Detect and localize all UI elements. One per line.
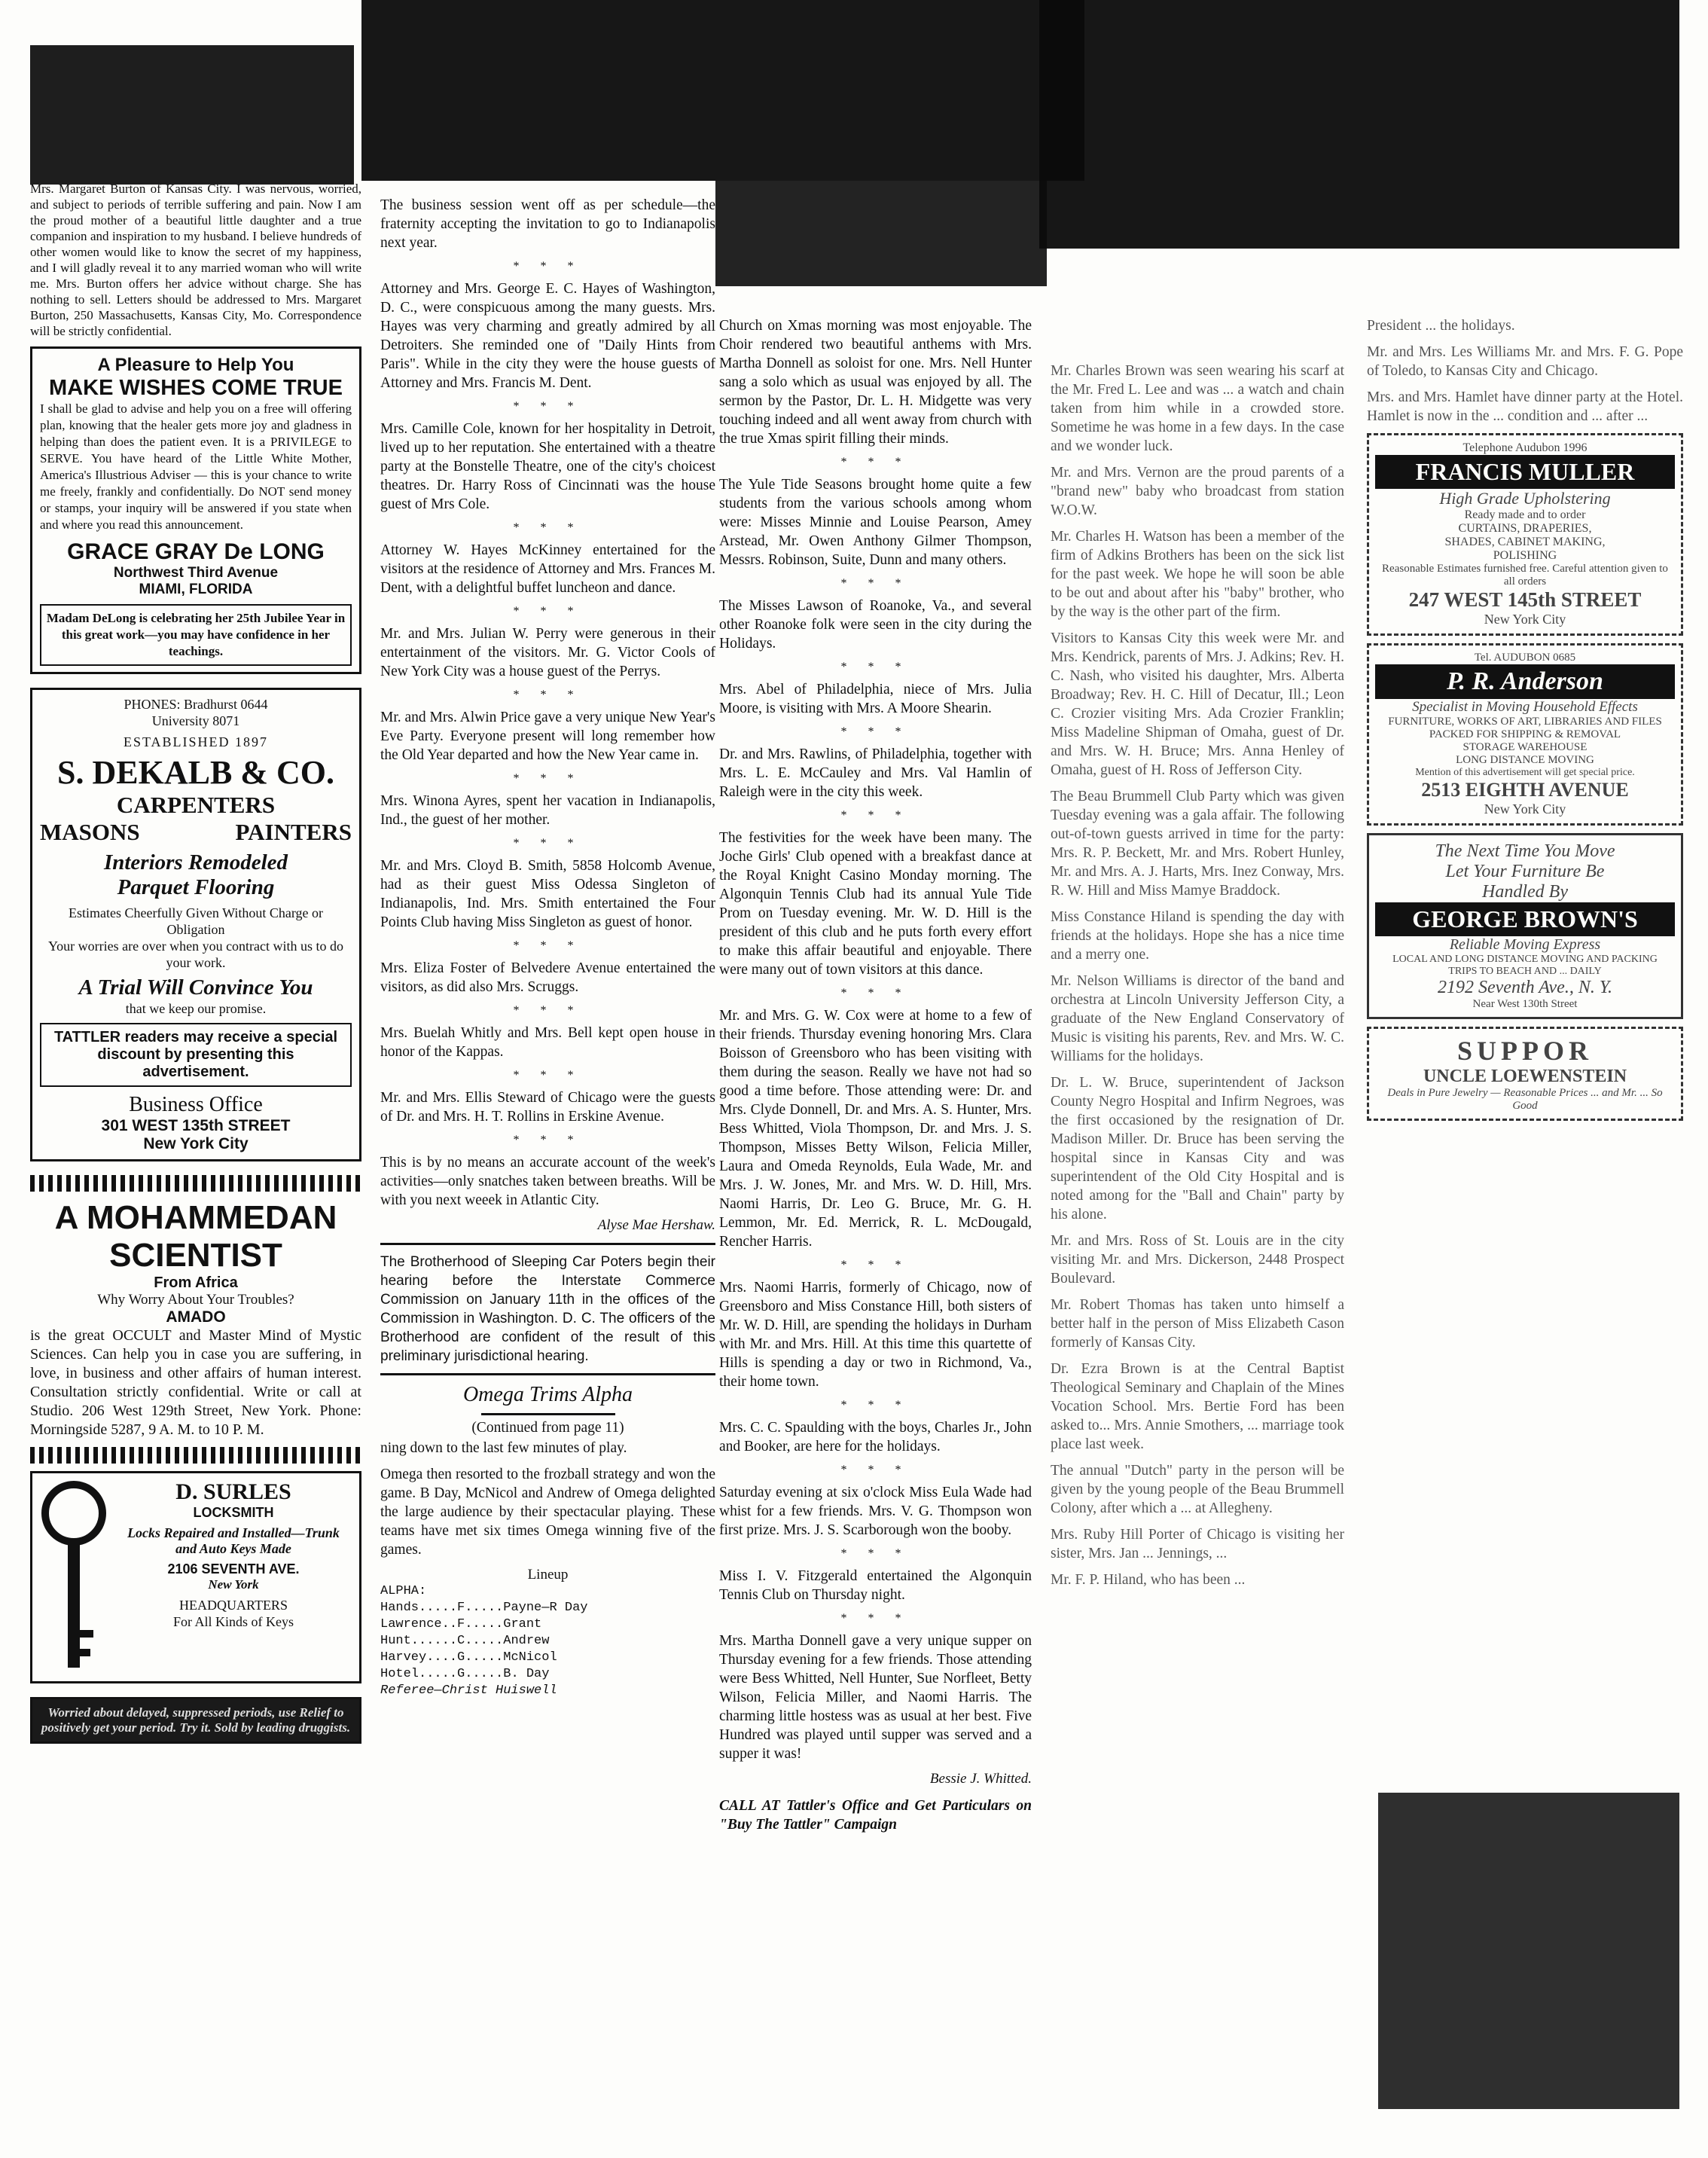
cox-paragraph: Mr. and Mrs. G. W. Cox were at home to a few of their friends. Thursday evening honoring Mrs. Clara Boisson of Greensboro who has been visiting with them during the season. Really we have not had so good a time before. Those attending were: Dr. and Mrs. Clyde Donnell, Dr. and Mrs. A. S. Hunter, Mrs. Bess Whitted, Viola Thompson, Dr. and Mrs. J. S. Thompson, Misses Betty Wilson, Felicia Miller, Laura and Omeda Reynolds, Eula Wade, Mr. and Mrs. J. W. Jones, Mr. and Mrs. W. D. Hill, Mrs. Naomi Harris, Dr. Leo G. Bruce, Mr. G. H. Lemmon, Mr. Ed. Merrick, R. L. McDougald, Rencher Harris. [719,1008,1032,1250]
decorative-border [30,1175,361,1192]
brotherhood-paragraph: The Brotherhood of Sleeping Car Poters begin their hearing before the Interstate Commerce Commission on January 11th in the offices of the Commission in Washington. D. C. The officers of the Brotherhood are confident of the result of this preliminary jurisdictional hearing. [380,1254,715,1364]
society-column-4 [1051,362,1344,2158]
col4-p11: Dr. Ezra Brown is at the Central Baptist Theological Seminary and Chaplain of the Mines Vocation School. Mrs. Bertie Ford has been asked to... Mrs. Annie Smothers, ... marriage took place last week. [1051,1361,1344,1452]
delong-ad-address: Northwest Third Avenue [113,565,279,581]
relief-body: Worried about delayed, suppressed periods, use Relief to positively get your period. Try it. Sold by leading druggists. [41,1705,351,1735]
omega-headline: Omega Trims Alpha [462,1383,633,1406]
brown-l5: TRIPS TO BEACH AND ... DAILY [1448,966,1602,977]
delong-ad-body: I shall be glad to advise and help you on a free will offering plan, knowing that the healer gets more joy and gladness in helping than does the patient even. It is a PRIVILEGE to SERVE. You have heard of the Little White Mother, America's Illustrious Adviser — this is your chance to write me freely, frankly and confidentially. Do NOT send money or stamps, your inquiry will be answered if you state when and where you read this announcement. [40,401,352,532]
amado-from: From Africa [154,1274,238,1291]
dekalb-phones-2: University 8071 [151,713,240,728]
price-paragraph: Mr. and Mrs. Alwin Price gave a very unique New Year's Eve Party. Everyone present will long remember how the Old Year departed and how the New Year came in. [380,710,715,763]
brown-l4: LOCAL AND LONG DISTANCE MOVING AND PACKING [1392,954,1658,965]
amado-why: Why Worry About Your Troubles? [97,1292,294,1308]
wade-paragraph: Saturday evening at six o'clock Miss Eula Wade had whist for a few friends. Mrs. V. G. Thompson won first prize. Mrs. J. S. Scarborough won the booby. [719,1485,1032,1538]
omega-p1: ning down to the last few minutes of play. [380,1440,627,1456]
lawson-paragraph: The Misses Lawson of Roanoke, Va., and several other Roanoke folk were seen in the city during the Holidays. [719,598,1032,652]
separator-stars: * * * [513,688,583,701]
closing-paragraph: This is by no means an accurate account of the week's activities—only snatches taken between breaths. Will be with you next weeek in Atlantic City. [380,1155,715,1208]
anderson-l1: FURNITURE, WORKS OF ART, LIBRARIES AND FILES [1388,716,1662,728]
dekalb-office-city: New York City [143,1135,249,1152]
anderson-addr: 2513 EIGHTH AVENUE [1421,779,1629,801]
col4-p5: The Beau Brummell Club Party which was given Tuesday evening was a gala affair. The following out-of-town guests arrived in time for the party: Mrs. R. P. Beckett, Mr. and Mrs. Robert Hunley, Mr. and Mrs. A. J. Harts, Mrs. Inez Conway, Mrs. R. W. Hill and Miss Mamye Braddock. [1051,789,1344,899]
muller-sub: High Grade Upholstering [1439,489,1611,508]
lineup-row [380,1666,715,1683]
lineup-alpha-player: Hunt...... [380,1634,458,1648]
burton-text: Mrs. Margaret Burton of Kansas City. I was nervous, worried, and subject to periods of terrible suffering and pain. Now I am the proud mother of a beautiful little daughter and a true companion and inspiration to my husband. I believe hundreds of other women would like to know the secret of my happiness, and I will gladly reveal it to any married woman who will write me. Mrs. Burton offers her advice without charge. She has nothing to sell. Letters should be addressed to Mrs. Margaret Burton, 250 Massachusetts, Kansas City, Mo. Correspondence will be strictly confidential. [30,182,361,338]
col5-brief-1: Mr. and Mrs. Les Williams Mr. and Mrs. F. G. Pope of Toledo, to Kansas City and Chicago. [1367,344,1683,379]
separator-stars: * * * [840,725,910,738]
col4-p10: Mr. Robert Thomas has taken unto himself a better half in the person of Miss Elizabeth Cason formerly of Kansas City. [1051,1297,1344,1351]
col4-p8: Dr. L. W. Bruce, superintendent of Jackson County Negro Hospital and Infirm Negroes, was the first occasioned by the resignation of Dr. Madison Miller. Dr. Bruce has been serving the hospital since in Kansas City and was superintendent of the Old City Hospital and is noted among for the "Ball and Chain" party by his alone. [1051,1075,1344,1222]
dekalb-established: ESTABLISHED 1897 [123,734,269,749]
muller-l5: Reasonable Estimates furnished free. Careful attention given to all orders [1382,563,1668,588]
surles-trade: LOCKSMITH [193,1505,274,1520]
omega-continued: (Continued from page 11) [471,1420,624,1436]
muller-ad [1367,433,1683,636]
lineup-position: F..... [457,1617,504,1631]
foster-paragraph: Mrs. Eliza Foster of Belvedere Avenue entertained the visitors, as did also Mrs. Scruggs. [380,960,715,995]
ads-column [30,30,361,2158]
steward-paragraph: Mr. and Mrs. Ellis Steward of Chicago were the guests of Dr. and Mrs. H. T. Rollins in Erskine Avenue. [380,1090,715,1125]
col4-p3: Mr. Charles H. Watson has been a member of the firm of Adkins Brothers has been on the sick list for the past week. We hope he will soon be able to be out and about after his "baby" brother, who by the way is the other part of the firm. [1051,529,1344,620]
headline-rule [481,1413,615,1415]
col4-p12: The annual "Dutch" party in the person will be given by the young people of the Beau Brummell Colony, after which a ... at Allegheny. [1051,1463,1344,1516]
col4-p2: Mr. and Mrs. Vernon are the proud parents of a "brand new" baby who broadcast from station W.O.W. [1051,465,1344,518]
separator-stars: * * * [513,260,583,273]
column-rule [380,1243,715,1245]
dekalb-office-addr: 301 WEST 135th STREET [101,1117,291,1134]
smith-paragraph: Mr. and Mrs. Cloyd B. Smith, 5858 Holcomb Avenue, had as their guest Miss Odessa Singleton of Indianapolis, Ind. Mrs. Smith entertained the Four Points Club having Miss Singleton as guest of honor. [380,858,715,930]
separator-stars: * * * [840,1259,910,1271]
perry-paragraph: Mr. and Mrs. Julian W. Perry were generous in their entertainment of the visitors. Mr. G. Victor Cools of New York City was a house guest of the Perrys. [380,626,715,679]
surles-ad-text [115,1479,352,1675]
separator-stars: * * * [840,987,910,1000]
muller-l1: Ready made and to order [1464,508,1586,521]
separator-stars: * * * [513,521,583,534]
festivities-paragraph: The festivities for the week have been many. The Joche Girls' Club opened with a breakfast dance at the Royal Knight Casino Monday morning. The Algonquin Tennis Club had its annual Yule Tide Prom on Tuesday evening. Mr. W. D. Hill is the president of this club and he puts forth every effort to make this affair beautiful and enjoyable. There were many out of town visitors at this dance. [719,830,1032,978]
separator-stars: * * * [513,1134,583,1146]
separator-stars: * * * [840,577,910,590]
lineup-alpha-player: Hotel..... [380,1667,458,1681]
cole-paragraph: Mrs. Camille Cole, known for her hospitality in Detroit, lived up to her reputation. She entertained with a theatre party at the Bonstelle Theatre, one of the city's choicest theatres. Dr. Harry Ross of Cincinnati was the house guest of Mrs Cole. [380,421,715,512]
delong-ad-name: GRACE GRAY De LONG [67,539,325,564]
lineup-position: C..... [457,1634,504,1648]
brown-l1: The Next Time You Move [1435,841,1615,861]
lineup-position: F..... [457,1601,504,1615]
dekalb-promise: that we keep our promise. [125,1001,267,1016]
surles-name: D. SURLES [175,1479,291,1504]
separator-stars: * * * [513,1069,583,1082]
anderson-name: P. R. Anderson [1375,664,1675,699]
anderson-phone: Tel. AUDUBON 0685 [1474,652,1576,664]
yule-students: The Yule Tide Seasons brought home quite a few students from the various schools among whom were: Misses Minnie and Louise Pearson, Amey Arstead, Mr. Owen Anthony Gilmer Thompson, Messrs. Robinson, Suite, Dunn and many others. [719,477,1032,568]
lineup-position: G..... [457,1667,504,1681]
separator-stars: * * * [840,661,910,673]
dekalb-trial: A Trial Will Convince You [78,975,313,1000]
delong-ad-tagline: A Pleasure to Help You [97,355,294,375]
separator-stars: * * * [513,1004,583,1017]
muller-l3: SHADES, CABINET MAKING, [1444,536,1606,548]
business-session: The business session went off as per schedule—the fraternity accepting the invitation to go to Indianapolis next year. [380,197,715,251]
abel-paragraph: Mrs. Abel of Philadelphia, niece of Mrs. Julia Moore, is visiting with Mrs. A Moore Shearin. [719,682,1032,716]
fitzgerald-paragraph: Miss I. V. Fitzgerald entertained the Algonquin Tennis Club on Thursday night. [719,1568,1032,1603]
anderson-l5: Mention of this advertisement will get special price. [1415,767,1635,778]
donnell-paragraph: Mrs. Martha Donnell gave a very unique supper on Thursday evening for a few friends. Those attending were Bess Whitted, Nell Hunter, Sue Norfleet, Betty Wilson, Felicia Miller, and Naomi Harris. The charming little hostess was as usual at her best. Five Hundred was played until supper was served and a supper it was! [719,1633,1032,1762]
brown-l3: Handled By [1482,882,1568,902]
dekalb-phones: PHONES: Bradhurst 0644 [124,697,268,712]
lineup-alpha-player: Hands..... [380,1601,458,1615]
dekalb-ad [30,688,361,1161]
whitly-paragraph: Mrs. Buelah Whitly and Mrs. Bell kept open house in honor of the Kappas. [380,1025,715,1060]
spaulding-paragraph: Mrs. C. C. Spaulding with the boys, Charles Jr., John and Booker, are here for the holidays. [719,1420,1032,1454]
lineup-label: Lineup [527,1567,569,1583]
muller-l4: POLISHING [1493,549,1557,562]
omega-p2: Omega then resorted to the frozball strategy and won the game. B Day, McNicol and Andrew of Omega delighted the large audience by their spectacular playing. These teams have met six times Omega winning five of the games. [380,1467,715,1558]
relief-ad [30,1697,361,1744]
separator-stars: * * * [513,837,583,850]
brown-l2: Let Your Furniture Be [1445,862,1605,881]
surles-hq: HEADQUARTERS [179,1598,288,1613]
dekalb-carpenters: CARPENTERS [116,792,276,818]
muller-city: New York City [1484,612,1566,627]
ink-smudge-top-right [1039,0,1679,249]
delong-ad [30,346,361,674]
hayes-paragraph: Attorney and Mrs. George E. C. Hayes of Washington, D. C., were conspicuous among the many guests. Mrs. Hayes was very charming and greatly admired by all Detroiters. She reminded one of "Daily Hints from Paris". While in the city they were the house guests of Attorney and Mrs. Francis M. Dent. [380,281,715,391]
anderson-l3: STORAGE WAREHOUSE [1462,741,1588,753]
surles-addr: 2106 SEVENTH AVE. [167,1561,300,1577]
alpha-label: ALPHA: [380,1584,427,1598]
brown-sub: Reliable Moving Express [1449,936,1601,953]
hershaw-signature: Alyse Mae Hershaw. [597,1217,715,1233]
surles-ad [30,1471,361,1683]
separator-stars: * * * [840,1612,910,1625]
society-column-3 [719,316,1032,2158]
dekalb-estimates: Estimates Cheerfully Given Without Charge or Obligation [68,905,324,937]
muller-l2: CURTAINS, DRAPERIES, [1458,522,1592,535]
col4-p6: Miss Constance Hiland is spending the day with friends at the holidays. Hope she has a nice time and a merry one. [1051,909,1344,963]
society-column-2 [380,196,715,2158]
amado-body: is the great OCCULT and Master Mind of Mystic Sciences. Can help you in case you are suffering, in love, in business and other affairs of human interest. Consultation strictly confidential. Write or call at Studio. 206 West 129th Street, New York. Phone: Morningside 5287, 9 A. M. to 10 P. M. [30,1327,361,1438]
dekalb-trades-row [40,819,352,846]
lineup-row [380,1633,715,1650]
lineup-alpha-player: Lawrence.. [380,1617,458,1631]
col4-p9: Mr. and Mrs. Ross of St. Louis are in the city visiting Mr. and Mrs. Dickerson, 2448 Prospect Boulevard. [1051,1233,1344,1287]
delong-ad-headline: MAKE WISHES COME TRUE [49,376,343,400]
lineup-omega-player: Andrew [503,1634,550,1648]
separator-stars: * * * [840,456,910,469]
rawlins-paragraph: Dr. and Mrs. Rawlins, of Philadelphia, together with Mrs. L. E. McCauley and Mrs. Val Hamlin of Raleigh were in the city this week. [719,746,1032,800]
xmas-church: Church on Xmas morning was most enjoyable. The Choir rendered two beautiful anthems with Mrs. Martha Donnell as soloist for one. Mrs. Nell Hunter sang a solo which as usual was enjoyed by all. The sermon by the Pastor, Dr. L. H. Midgette was very touching indeed and all went away from church with the true Xmas spirit filling their minds. [719,318,1032,447]
surles-hq-2: For All Kinds of Keys [172,1614,294,1629]
loewenstein-name: UNCLE LOEWENSTEIN [1423,1067,1627,1086]
ink-smudge-top [361,0,1084,181]
harris-paragraph: Mrs. Naomi Harris, formerly of Chicago, now of Greensboro and Miss Constance Hill, both sisters of Mr. W. D. Hill, are spending the holidays in Durham with Mr. and Mrs. Hill. At this time this quartette of Hills is spending a day or two in Richmond, Va., their home town. [719,1280,1032,1390]
muller-phone: Telephone Audubon 1996 [1462,441,1588,454]
column-rule [380,1373,715,1375]
dekalb-office: Business Office [129,1093,263,1116]
lineup-omega-player: Payne—R Day [503,1601,588,1615]
whitted-signature: Bessie J. Whitted. [929,1771,1032,1787]
delong-ad-note-box [40,604,352,666]
loewenstein-ad [1367,1027,1683,1121]
mckinney-paragraph: Attorney W. Hayes McKinney entertained for the visitors at the residence of Attorney and Mrs. Frances M. Dent, with a delightful buffet luncheon and dance. [380,542,715,596]
separator-stars: * * * [840,1464,910,1476]
surles-body: Locks Repaired and Installed—Trunk and Auto Keys Made [127,1525,340,1556]
separator-stars: * * * [513,605,583,618]
anderson-ad [1367,643,1683,826]
anderson-sub: Specialist in Moving Household Effects [1412,699,1638,715]
dekalb-painters: PAINTERS [235,819,352,845]
ads-column-right [1367,316,1683,2158]
brown-addr-2: Near West 130th Street [1472,998,1578,1010]
separator-stars: * * * [840,1547,910,1560]
amado-name: AMADO [166,1308,226,1326]
tattler-call: CALL AT Tattler's Office and Get Particulars on "Buy The Tattler" Campaign [719,1798,1032,1833]
lineup-row [380,1600,715,1616]
lineup-omega-player: Grant [503,1617,542,1631]
col4-p4: Visitors to Kansas City this week were Mr. and Mrs. Kendrick, parents of Mrs. J. Adkins; Rev. H. C. Nash, who visited his daughter, Mrs. Alberta Broadway; Rev. H. C. Hill of Decatur, Ill.; Leon C. Crozier visiting Mrs. Ada Crozier Franklin; Miss Madeline Shipman of Omaha, guest of Dr. and Mrs. W. H. Bruce; Mrs. Anna Henley of Omaha, guest of H. Ross of Jefferson City. [1051,630,1344,778]
decorative-border-2 [30,1447,361,1464]
brown-ad [1367,833,1683,1019]
dekalb-name: S. DEKALB & CO. [57,754,334,791]
col5-brief-2: Mrs. and Mrs. Hamlet have dinner party at the Hotel. Hamlet is now in the ... condition and ... after ... [1367,389,1683,424]
lineup-row [380,1616,715,1633]
delong-ad-note: Madam DeLong is celebrating her 25th Jubilee Year in this great work—you may have confidence in her teachings. [46,611,346,658]
surles-city: New York [208,1577,259,1592]
dekalb-tattler: TATTLER readers may receive a special discount by presenting this advertisement. [53,1029,338,1080]
dekalb-tattler-box [40,1023,352,1087]
lineup-alpha-player: Harvey.... [380,1650,458,1665]
col4-p14: Mr. F. P. Hiland, who has been ... [1051,1572,1246,1588]
col4-p13: Mrs. Ruby Hill Porter of Chicago is visiting her sister, Mrs. Jan ... Jennings, ... [1051,1527,1344,1561]
col4-p1: Mr. Charles Brown was seen wearing his scarf at the Mr. Fred L. Lee and was ... a watch and chain taken from him while in a crowded store. Sometime he was home in a few days. In the case and we wonder luck. [1051,363,1344,454]
col4-p7: Mr. Nelson Williams is director of the band and orchestra at Lincoln University Jefferson City, a graduate of the New England Conservatory of Music is visiting his parents, Rev. and Mrs. W. C. Williams for the holidays. [1051,973,1344,1064]
loewenstein-head: SUPPOR [1457,1036,1593,1066]
dekalb-worries: Your worries are over when you contract with us to do your work. [47,939,344,970]
lineup-omega-player: B. Day [503,1667,550,1681]
amado-title-2: SCIENTIST [109,1237,282,1274]
delong-ad-city: MIAMI, FLORIDA [139,581,253,597]
lineup-position: G..... [457,1650,504,1665]
separator-stars: * * * [513,400,583,413]
separator-stars: * * * [513,772,583,785]
separator-stars: * * * [513,939,583,952]
anderson-l4: LONG DISTANCE MOVING [1456,754,1594,766]
separator-stars: * * * [840,1399,910,1412]
anderson-l2: PACKED FOR SHIPPING & REMOVAL [1429,728,1621,740]
lineup-row [380,1650,715,1666]
muller-addr: 247 WEST 145th STREET [1408,588,1642,611]
brown-name: GEORGE BROWN'S [1375,902,1675,936]
brown-addr: 2192 Seventh Ave., N. Y. [1438,978,1612,997]
amado-title-1: A MOHAMMEDAN [54,1199,337,1236]
key-icon [40,1479,108,1675]
dekalb-masons: MASONS [40,819,140,845]
loewenstein-sub: Deals in Pure Jewelry — Reasonable Prices ... and Mr. ... So Good [1387,1087,1663,1112]
referee: Referee—Christ Huiswell [380,1683,557,1698]
dekalb-interiors: Interiors Remodeled [103,850,288,874]
anderson-city: New York City [1484,801,1566,816]
amado-ad [30,1199,361,1439]
dekalb-parquet: Parquet Flooring [117,875,275,899]
ink-smudge-mid [715,181,1047,286]
lineup-omega-player: McNicol [503,1650,557,1665]
separator-stars: * * * [840,809,910,822]
muller-name: FRANCIS MULLER [1375,455,1675,489]
col5-top: President ... the holidays. [1367,318,1515,334]
ayres-paragraph: Mrs. Winona Ayres, spent her vacation in Indianapolis, Ind., the guest of her mother. [380,793,715,828]
lineup-table [380,1600,715,1683]
